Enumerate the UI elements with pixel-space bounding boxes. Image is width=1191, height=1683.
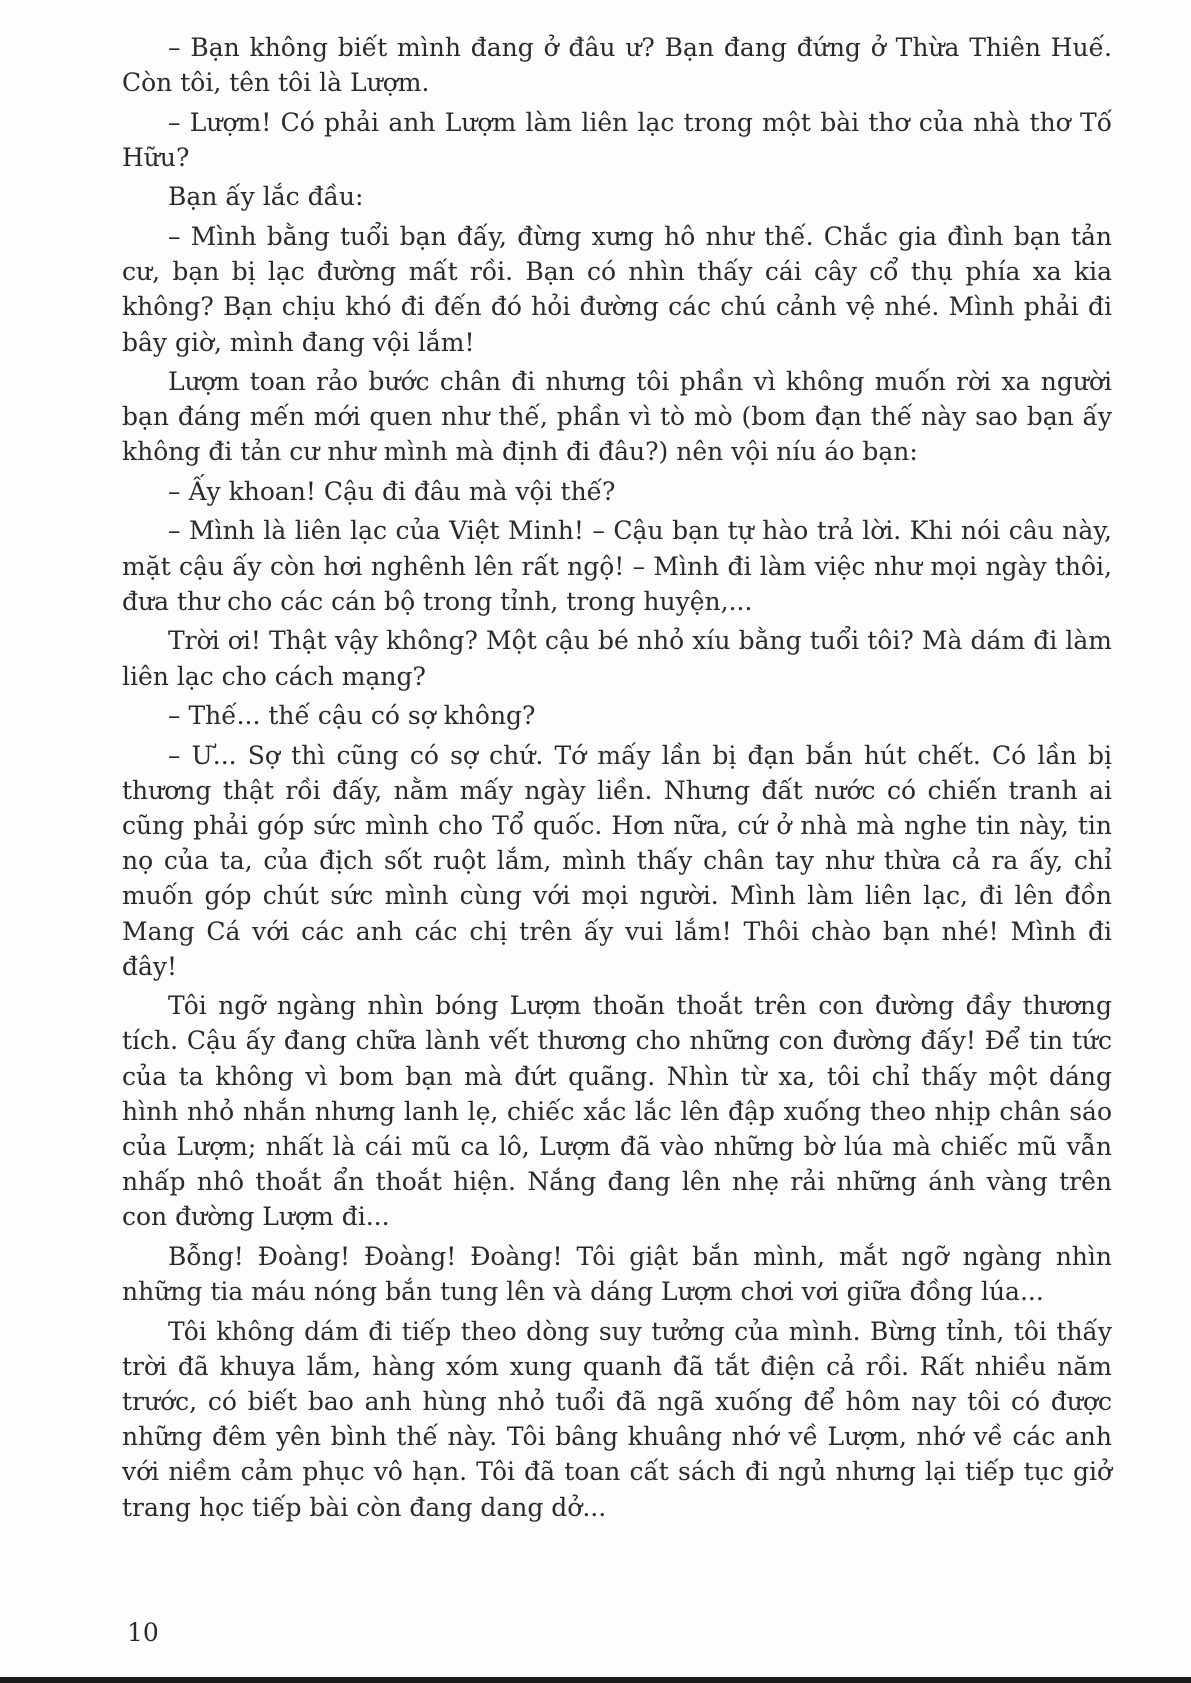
- paragraph-1: – Bạn không biết mình đang ở đâu ư? Bạn đang đứng ở Thừa Thiên Huế. Còn tôi, tên tôi là Lượm.: [122, 33, 1112, 98]
- page-number: 10: [127, 1618, 159, 1647]
- paragraph-3: Bạn ấy lắc đầu:: [168, 182, 364, 212]
- paragraph-9: – Thế... thế cậu có sợ không?: [168, 701, 536, 731]
- paragraph-11: Tôi ngỡ ngàng nhìn bóng Lượm thoăn thoắt trên con đường đầy thương tích. Cậu ấy đang chữa lành vết thương cho những con đường đấy! Để tin tức của ta không vì bom bạn mà đứt quãng. Nhìn từ xa, tôi chỉ thấy một dáng hình nhỏ nhắn nhưng lanh lẹ, chiếc xắc lắc lên đập xuống theo nhịp chân sáo của Lượm; nhất là cái mũ ca lô, Lượm đã vào những bờ lúa mà chiếc mũ vẫn nhấp nhô thoắt ẩn thoắt hiện. Nắng đang lên nhẹ rải những ánh vàng trên con đường Lượm đi...: [122, 991, 1112, 1232]
- paragraph-4: – Mình bằng tuổi bạn đấy, đừng xưng hô như thế. Chắc gia đình bạn tản cư, bạn bị lạc đường mất rồi. Bạn có nhìn thấy cái cây cổ thụ phía xa kia không? Bạn chịu khó đi đến đó hỏi đường các chú cảnh vệ nhé. Mình phải đi bây giờ, mình đang vội lắm!: [122, 221, 1112, 357]
- paragraph-2: – Lượm! Có phải anh Lượm làm liên lạc trong một bài thơ của nhà thơ Tố Hữu?: [122, 107, 1112, 172]
- paragraph-10: – Ư... Sợ thì cũng có sợ chứ. Tớ mấy lần bị đạn bắn hút chết. Có lần bị thương thật rồi đấy, nằm mấy ngày liền. Nhưng đất nước có chiến tranh ai cũng phải góp sức mình cho Tổ quốc. Hơn nữa, cứ ở nhà mà nghe tin này, tin nọ của ta, của địch sốt ruột lắm, mình thấy chân tay như thừa cả ra ấy, chỉ muốn góp chút sức mình cùng với mọi người. Mình làm liên lạc, đi lên đồn Mang Cá với các anh các chị trên ấy vui lắm! Thôi chào bạn nhé! Mình đi đây!: [122, 740, 1112, 981]
- paragraph-5: Lượm toan rảo bước chân đi nhưng tôi phần vì không muốn rời xa người bạn đáng mến mới quen như thế, phần vì tò mò (bom đạn thế này sao bạn ấy không đi tản cư như mình mà định đi đâu?) nên vội níu áo bạn:: [122, 367, 1112, 467]
- paragraph-7: – Mình là liên lạc của Việt Minh! – Cậu bạn tự hào trả lời. Khi nói câu này, mặt cậu ấy còn hơi nghênh lên rất ngộ! – Mình đi làm việc như mọi ngày thôi, đưa thư cho các cán bộ trong tỉnh, trong huyện,...: [122, 516, 1112, 616]
- paragraph-8: Trời ơi! Thật vậy không? Một cậu bé nhỏ xíu bằng tuổi tôi? Mà dám đi làm liên lạc cho cách mạng?: [122, 626, 1112, 691]
- body-text: [122, 30, 1112, 1529]
- paragraph-12: Bỗng! Đoàng! Đoàng! Đoàng! Tôi giật bắn mình, mắt ngỡ ngàng nhìn những tia máu nóng bắn tung lên và dáng Lượm chơi vơi giữa đồng lúa...: [122, 1241, 1112, 1307]
- paragraph-13: Tôi không dám đi tiếp theo dòng suy tưởng của mình. Bừng tỉnh, tôi thấy trời đã khuya lắm, hàng xóm xung quanh đã tắt điện cả rồi. Rất nhiều năm trước, có biết bao anh hùng nhỏ tuổi đã ngã xuống để hôm nay tôi có được những đêm yên bình thế này. Tôi bâng khuâng nhớ về Lượm, nhớ về các anh với niềm cảm phục vô hạn. Tôi đã toan cất sách đi ngủ nhưng lại tiếp tục giở trang học tiếp bài còn đang dang dở...: [122, 1316, 1112, 1522]
- paragraph-6: – Ấy khoan! Cậu đi đâu mà vội thế?: [168, 476, 616, 506]
- bottom-edge-rule: [0, 1677, 1191, 1683]
